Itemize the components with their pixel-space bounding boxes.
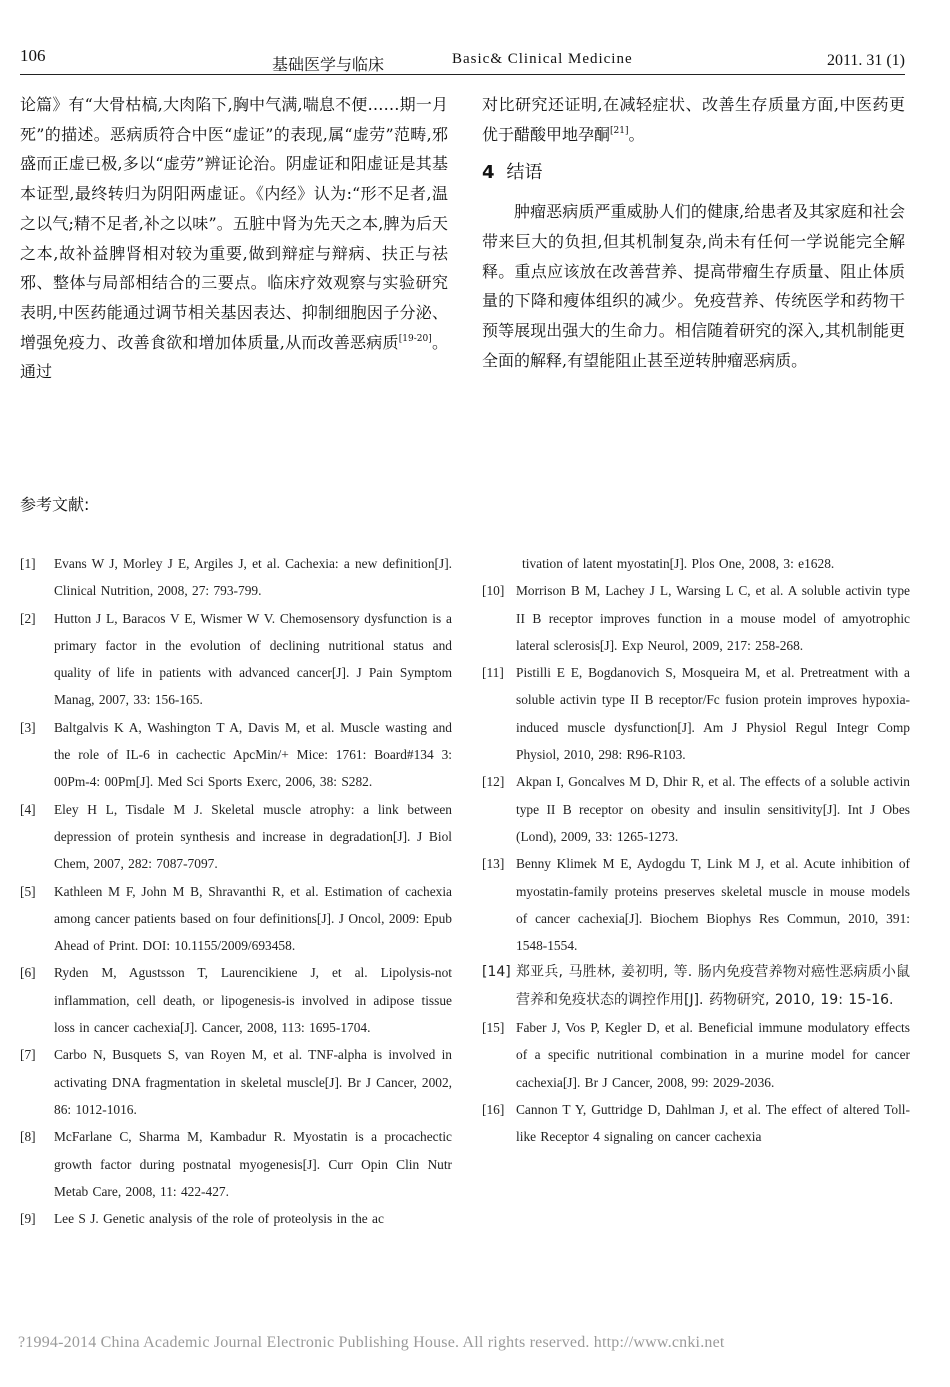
- section-title: 结语: [506, 162, 543, 184]
- body-column-right: [482, 90, 905, 375]
- reference-text: Cannon T Y, Guttridge D, Dahlman J, et al. The effect of altered Toll-like Receptor 4 signaling on cancer cachexia: [516, 1101, 910, 1145]
- reference-item: [482, 1014, 910, 1096]
- reference-text: Evans W J, Morley J E, Argiles J, et al. Cachexia: a new definition[J]. Clinical Nutrition, 2008, 27: 793-799.: [54, 556, 452, 599]
- reference-text: Akpan I, Goncalves M D, Dhir R, et al. The effects of a soluble activin type II B receptor on obesity and insulin sensitivity[J]. Int J Obes (Lond), 2009, 33: 1265-1273.: [516, 774, 910, 844]
- reference-number: [12]: [482, 774, 505, 790]
- body-column-left: [20, 90, 448, 387]
- reference-number: [2]: [20, 610, 36, 626]
- journal-title-cn: 基础医学与临床: [272, 55, 385, 74]
- citation[interactable]: [21]: [610, 125, 629, 136]
- paragraph: 肿瘤恶病质严重威胁人们的健康,给患者及其家庭和社会带来巨大的负担,但其机制复杂,尚未有任何一学说能完全解释。重点应该放在改善营养、提高带瘤生存质量、阻止体质量的下降和瘦体组织的减少。免疫营养、传统医学和药物干预等展现出强大的生命力。相信随着研究的深入,其机制能更全面的解释,有望能阻止甚至逆转肿瘤恶病质。: [482, 202, 905, 370]
- page-header: [20, 44, 905, 75]
- reference-text: Lee S J. Genetic analysis of the role of proteolysis in the ac: [54, 1211, 384, 1227]
- paragraph-text: 。通过: [20, 332, 448, 382]
- reference-item: [482, 850, 910, 959]
- reference-text: Baltgalvis K A, Washington T A, Davis M, et al. Muscle wasting and the role of IL-6 in cachectic ApcMin/+ Mice: 1761: Board#134 3: 00Pm-4: 00Pm[J]. Med Sci Sports Exerc, 2006, 38: S282.: [54, 719, 452, 790]
- reference-number: [8]: [20, 1129, 36, 1145]
- reference-number: [13]: [482, 856, 505, 872]
- reference-number: [1]: [20, 556, 36, 571]
- references-title: 参考文献:: [20, 495, 90, 514]
- paragraph: [482, 90, 905, 149]
- reference-number: [9]: [20, 1211, 36, 1227]
- copyright-footer: ?1994-2014 China Academic Journal Electronic Publishing House. All rights reserved. http://www.cnki.net: [18, 1334, 725, 1351]
- reference-number: [5]: [20, 883, 36, 899]
- reference-number: [11]: [482, 665, 504, 681]
- reference-text: McFarlane C, Sharma M, Kambadur R. Myostatin is a procachectic growth factor during postnatal myogenesis[J]. Curr Opin Clin Nutr Metab Care, 2008, 11: 422-427.: [54, 1129, 452, 1199]
- reference-item: [20, 605, 452, 714]
- reference-item: [20, 796, 452, 878]
- journal-title-en: Basic& Clinical Medicine: [452, 51, 633, 67]
- reference-number: [16]: [482, 1101, 505, 1117]
- reference-list-right: [482, 550, 910, 1151]
- reference-item: [482, 577, 910, 659]
- citation[interactable]: [19-20]: [398, 333, 432, 344]
- reference-item: [482, 659, 910, 768]
- reference-text: Ryden M, Agustsson T, Laurencikiene J, et al. Lipolysis-not inflammation, cell death, or lipogenesis-is involved in adipose tissue loss in cancer cachexia[J]. Cancer, 2008, 113: 1695-1704.: [54, 965, 452, 1036]
- section-number: 4: [482, 162, 495, 184]
- reference-text: Faber J, Vos P, Kegler D, et al. Beneficial immune modulatory effects of a specific nutritional combination in a murine model for cancer cachexia[J]. Br J Cancer, 2008, 99: 2029-2036.: [516, 1020, 910, 1090]
- reference-number: [10]: [482, 583, 505, 599]
- reference-number: [3]: [20, 719, 36, 735]
- reference-item: [482, 550, 910, 577]
- paragraph-text: 论篇》有“大骨枯槁,大肉陷下,胸中气满,喘息不便……期一月死”的描述。恶病质符合中医“虚证”的表现,属“虚劳”范畴,邪盛而正虚已极,多以“虚劳”辨证论治。阴虚证和阳虚证是其基本证型,最终转归为阴阳两虚证。《内经》认为:“形不足者,温之以气;精不足者,补之以味”。五脏中肾为先天之本,脾为后天之本,故补益脾肾相对较为重要,做到辩症与辩病、扶正与祛邪、整体与局部相结合的三要点。临床疗效观察与实验研究表明,中医药能通过调节相关基因表达、抑制细胞因子分泌、增强免疫力、改善食欲和增加体质量,从而改善恶病质: [20, 95, 448, 352]
- reference-item: [20, 1041, 452, 1123]
- reference-text: Pistilli E E, Bogdanovich S, Mosqueira M, et al. Pretreatment with a soluble activin type II B receptor/Fc fusion protein improves hypoxia-induced muscle dysfunction[J]. Am J Physiol Regul Integr Comp Physiol, 2010, 298: R96-R103.: [516, 665, 910, 763]
- reference-item: [20, 959, 452, 1041]
- reference-text: Benny Klimek M E, Aydogdu T, Link M J, et al. Acute inhibition of myostatin-family proteins preserves skeletal muscle in mouse models of cancer cachexia[J]. Biochem Biophys Res Commun, 2010, 391: 1548-1554.: [516, 856, 910, 954]
- reference-item: [20, 550, 452, 605]
- reference-list-left: [20, 550, 452, 1232]
- reference-item: [20, 878, 452, 960]
- reference-item: [482, 1096, 910, 1151]
- reference-text: tivation of latent myostatin[J]. Plos One, 2008, 3: e1628.: [522, 556, 835, 571]
- reference-item: [20, 714, 452, 796]
- reference-text: Carbo N, Busquets S, van Royen M, et al. TNF-alpha is involved in activating DNA fragmentation in skeletal muscle[J]. Br J Cancer, 2002, 86: 1012-1016.: [54, 1047, 452, 1117]
- page-number: 106: [20, 46, 46, 65]
- reference-text: Hutton J L, Baracos V E, Wismer W V. Chemosensory dysfunction is a primary factor in the evolution of declining nutritional status and quality of life in patients with advanced cancer[J]. J Pain Symptom Manag, 2007, 33: 156-165.: [54, 610, 452, 708]
- reference-number: [6]: [20, 965, 36, 981]
- year-volume: 2011. 31 (1): [826, 52, 905, 69]
- paragraph-text: 。: [628, 124, 645, 144]
- reference-number: [14]: [482, 964, 511, 981]
- reference-item: [482, 959, 910, 1014]
- reference-item: [20, 1205, 452, 1232]
- reference-number: [15]: [482, 1020, 505, 1036]
- reference-number: [4]: [20, 801, 36, 817]
- reference-text: Eley H L, Tisdale M J. Skeletal muscle atrophy: a link between depression of protein synthesis and increase in degradation[J]. J Biol Chem, 2007, 282: 7087-7097.: [54, 801, 452, 872]
- section-heading: [482, 158, 905, 188]
- paragraph: [20, 90, 448, 387]
- reference-item: [20, 1123, 452, 1205]
- reference-text: 郑亚兵, 马胜林, 姜初明, 等. 肠内免疫营养物对癌性恶病质小鼠营养和免疫状态的调控作用[J]. 药物研究, 2010, 19: 15-16.: [516, 964, 910, 1008]
- reference-item: [482, 768, 910, 850]
- reference-text: Kathleen M F, John M B, Shravanthi R, et al. Estimation of cachexia among cancer patients based on four definitions[J]. J Oncol, 2009: Epub Ahead of Print. DOI: 10.1155/2009/693458.: [54, 883, 452, 954]
- reference-number: [7]: [20, 1047, 36, 1063]
- reference-text: Morrison B M, Lachey J L, Warsing L C, et al. A soluble activin type II B receptor improves function in a mouse model of amyotrophic lateral sclerosis[J]. Exp Neurol, 2009, 217: 258-268.: [516, 583, 910, 653]
- paragraph-text: 对比研究还证明,在减轻症状、改善生存质量方面,中医药更优于醋酸甲地孕酮: [482, 95, 905, 144]
